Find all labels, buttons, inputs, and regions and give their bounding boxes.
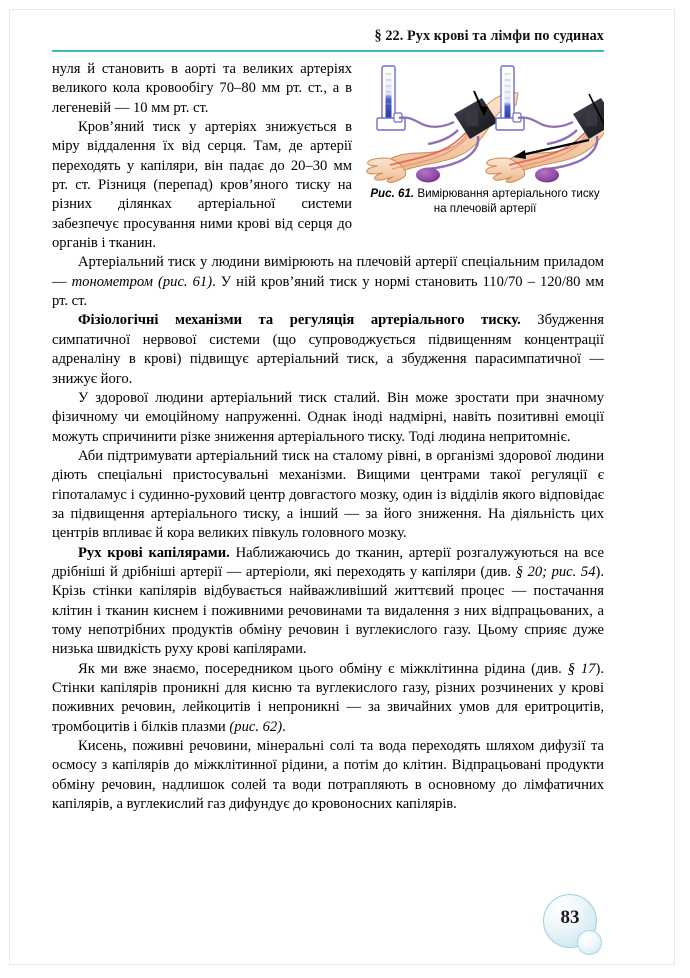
- paragraph-8-italic-ref-2: (рис. 62): [229, 718, 283, 735]
- paragraph-3-italic-ref: тонометром (рис. 61): [71, 273, 213, 290]
- page-number: 83: [560, 907, 580, 928]
- paragraph-7-heading: Рух крові капілярами.: [78, 544, 230, 561]
- paragraph-4-text: Збудження симпатичної нервової системи (що супроводжується підвищенням концентрації адреналіну в крові) підвищує артеріальний тиск, а збудження парасимпатичної — знижує його.: [52, 312, 604, 387]
- paragraph-6-text: Аби підтримувати артеріальний тиск на сталому рівні, в організмі здорової людини діють спеціальні пристосувальні механізми. Вищими центрами такої регуляції є гіпоталамус і судинно-руховий центр довгастого мозку, один із відділів якого відповідає за підвищення артеріального тиску, а інший — за його зниження. На діяльність цих центрів впливає й кора великих півкуль головного мозку.: [52, 447, 604, 542]
- paragraph-3-tail: . У ній кров’яний тиск у нормі становить 110/70 – 120/80 мм рт. ст.: [52, 273, 604, 310]
- figure-61-caption: [366, 187, 604, 216]
- paragraph-9-text: Кисень, поживні речовини, мінеральні солі та вода переходять шляхом дифузії та осмосу з капілярів до міжклітинної рідини, а потім до клітин. Відпрацьовані продукти обміну речовин, надлишок солей та води потрапляють в основному до лімфатичних капілярів, а вуглекислий газ дифундує до кровоносних капілярів.: [52, 738, 604, 813]
- paragraph-5: [52, 389, 604, 447]
- header-rule: [52, 50, 604, 52]
- paragraph-7: [52, 544, 604, 660]
- figure-61: [366, 58, 604, 216]
- paragraph-7-tail: ). Крізь стінки капілярів відбувається найважливіший життєвий процес — постачання клітин і тканин киснем і поживними речовинами та видалення з них відпрацьованих, а тому непотрібних продуктів обміну речовин і вуглекислого газу. Цьому сприяє дуже низька швидкість руху крові капілярами.: [52, 563, 605, 658]
- paragraph-5-text: У здорової людини артеріальний тиск сталий. Він може зростати при значному фізичному чи емоційному напруженні. Однак іноді надмірні, навіть позитивні емоції можуть спричинити різке зниження артеріального тиску. Тоді людина непритомніє.: [52, 389, 604, 445]
- paragraph-2-text: Кров’яний тиск у артеріях знижується в міру віддалення їх від серця. Там, де артерії переходять у капіляри, він падає до 20–30 мм рт. ст. Різниця (перепад) кров’яного тиску на різних ділянках артеріальної системи забезпечує просування ними крові від серця до органів і тканин.: [52, 119, 352, 252]
- running-header: § 22. Рух крові та лімфи по судинах: [374, 28, 604, 44]
- bubble-small-icon: [577, 930, 602, 955]
- paragraph-7-italic-ref: § 20; рис. 54: [515, 563, 596, 580]
- paragraph-8-mid: ). Стінки капілярів проникні для кисню та вуглекислого газу, різних розчинених у крові поживних речовин, лейкоцитів і непроникні — за звичайних умов для еритроцитів, тромбоцитів і білків плазми: [52, 660, 604, 735]
- paragraph-3-lead: Артеріальний тиск у людини вимірюють на плечовій артерії спеціальним приладом —: [52, 254, 604, 290]
- paragraph-8-italic-ref-1: § 17: [567, 660, 596, 677]
- paragraph-1-text: нуля й становить в аорті та великих артеріях великого кола кровообігу 70–80 мм рт. ст., а в легеневій — 10 мм рт. ст.: [52, 61, 352, 116]
- page-number-bubble: [543, 894, 605, 956]
- figure-caption-text: Вимірювання артеріального тиску на плечовій артерії: [414, 187, 600, 215]
- figure-61-image: [366, 58, 604, 183]
- paragraph-4-heading: Фізіологічні механізми та регуляція артеріального тиску.: [78, 312, 521, 329]
- paragraph-8: [52, 660, 604, 737]
- paragraph-6: [52, 447, 604, 544]
- paragraph-4: [52, 311, 604, 388]
- page-body: [52, 60, 604, 814]
- figure-number: Рис. 61.: [370, 187, 415, 200]
- paragraph-7-lead: Наближаючись до тканин, артерії розгалужуються на все дрібніші й дрібніші артерії — артеріоли, які переходять у капіляри (див.: [52, 544, 604, 580]
- paragraph-8-tail: .: [282, 718, 286, 735]
- paragraph-3: [52, 253, 604, 311]
- paragraph-8-lead: Як ми вже знаємо, посередником цього обміну є міжклітинна рідина (див.: [78, 660, 568, 677]
- paragraph-9: [52, 737, 604, 814]
